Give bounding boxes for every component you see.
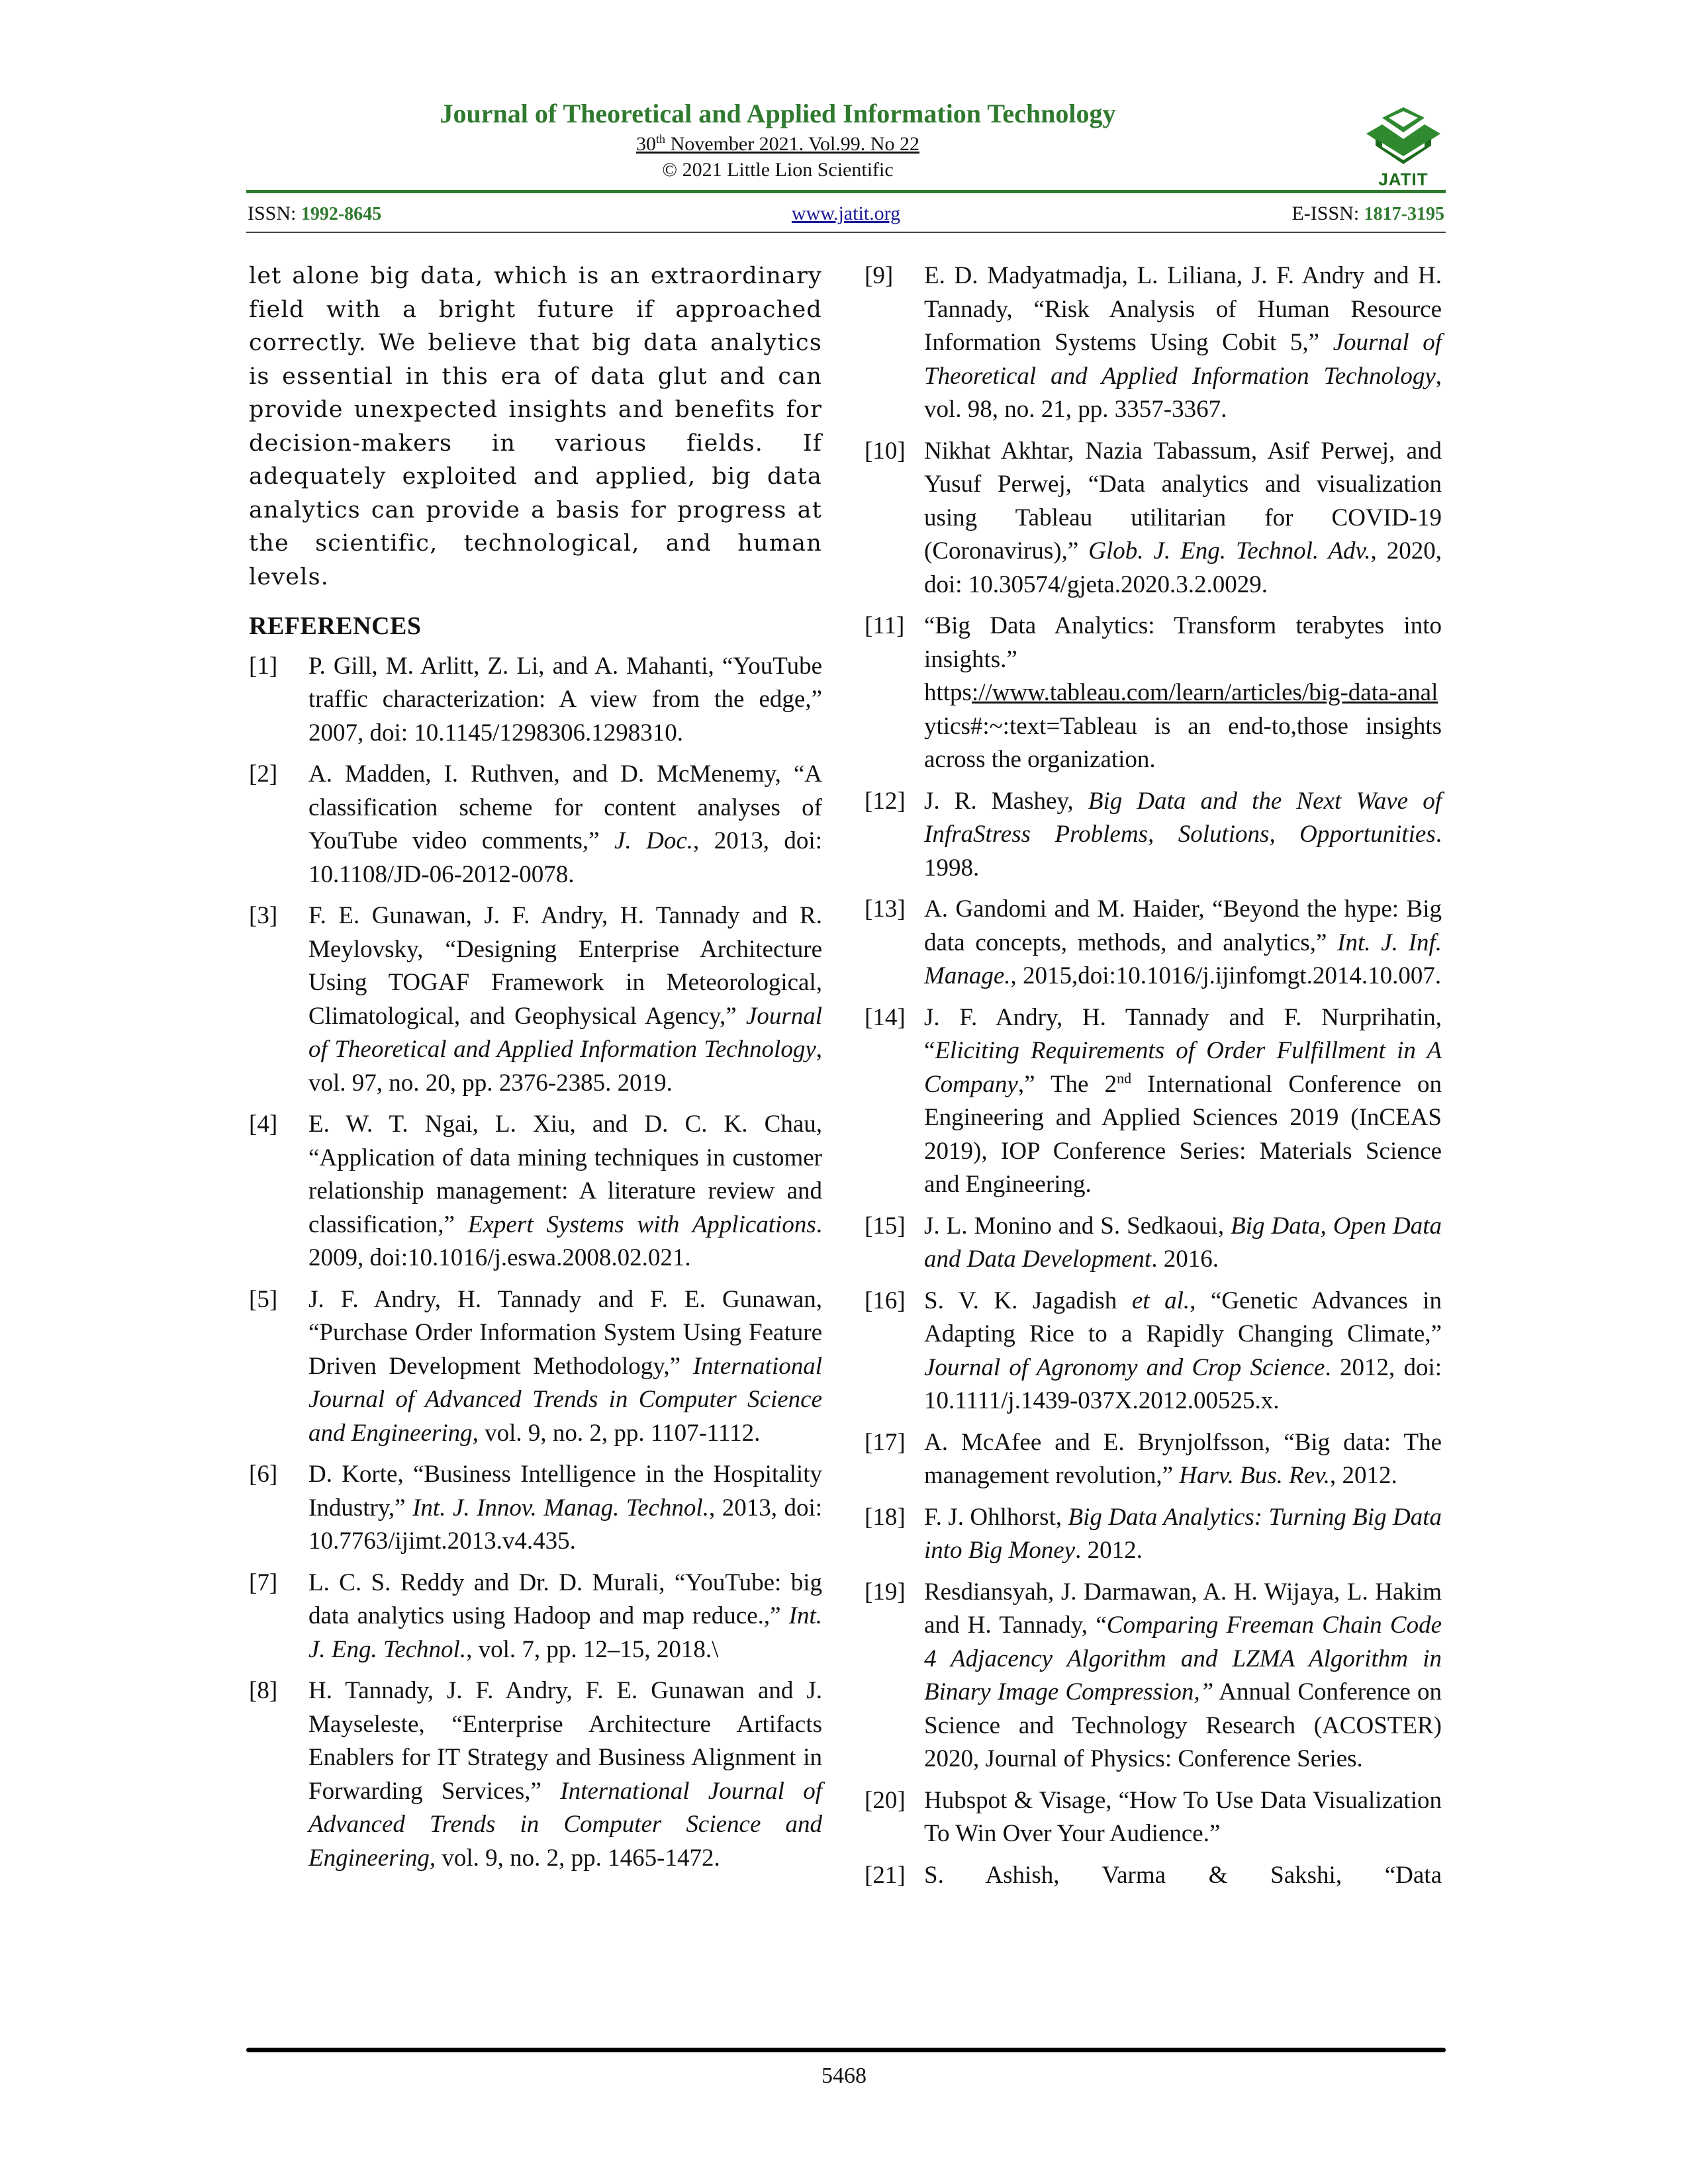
reference-item: [17] A. McAfee and E. Brynjolfsson, “Big data: The management revolution,” Harv. Bus. Rev., 2012. bbox=[865, 1428, 1442, 1489]
header-thin-rule bbox=[246, 232, 1446, 233]
reference-item: [8] H. Tannady, J. F. Andry, F. E. Gunawan and J. Mayseleste, “Enterprise Architecture Artifacts Enablers for IT Strategy and Business Alignment in Forwarding Services,” International Journal of Advanced Trends in Computer Science and Engineering, vol. 9, no. 2, pp. 1465-1472. bbox=[249, 1677, 822, 1872]
reference-item: [4] E. W. T. Ngai, L. Xiu, and D. C. K. Chau, “Application of data mining techniques in customer relationship management: A literature review and classification,” Expert Systems with Applications. 2009, doi:10.1016/j.eswa.2008.02.021. bbox=[249, 1111, 822, 1271]
issue-rest: November 2021. Vol.99. No 22 bbox=[665, 133, 919, 155]
tableau-link[interactable]: ://www.tableau.com/learn/articles/big-data-anal bbox=[971, 679, 1438, 706]
reference-item: [15] J. L. Monino and S. Sedkaoui, Big Data, Open Data and Data Development. 2016. bbox=[865, 1212, 1442, 1273]
intro-paragraph: let alone big data, which is an extraordinary field with a bright future if approached correctly. We believe that big data analytics is essential in this era of data glut and can provide unexpected insights and benefits for decision-makers in various fields. If adequately exploited and applied, big data analytics can provide a basis for progress at the scientific, technological, and human levels. bbox=[249, 263, 822, 590]
reference-item: [12] J. R. Mashey, Big Data and the Next Wave of InfraStress Problems, Solutions, Opportunities. 1998. bbox=[865, 787, 1442, 882]
copyright-line: © 2021 Little Lion Scientific bbox=[662, 159, 894, 181]
reference-item: [14] J. F. Andry, H. Tannady and F. Nurprihatin, “Eliciting Requirements of Order Fulfillment in A Company,” The 2nd International Conference on Engineering and Applied Sciences 2019 (InCEAS 2019), IOP Conference Series: Materials Science and Engineering. bbox=[865, 1003, 1442, 1198]
reference-item: [2] A. Madden, I. Ruthven, and D. McMenemy, “A classification scheme for content analyses of YouTube video comments,” J. Doc., 2013, doi: 10.1108/JD-06-2012-0078. bbox=[249, 760, 822, 888]
right-column bbox=[865, 259, 1442, 1900]
issue-day: 30 bbox=[636, 133, 657, 155]
left-column bbox=[249, 259, 822, 1883]
references-heading: REFERENCES bbox=[249, 612, 422, 640]
reference-item: [19] Resdiansyah, J. Darmawan, A. H. Wijaya, L. Hakim and H. Tannady, “Comparing Freeman Chain Code 4 Adjacency Algorithm and LZMA Algorithm in Binary Image Compression,” Annual Conference on Science and Technology Research (ACOSTER) 2020, Journal of Physics: Conference Series. bbox=[865, 1578, 1442, 1772]
website-link[interactable]: www.jatit.org bbox=[791, 203, 901, 224]
header-rule bbox=[246, 190, 1446, 193]
reference-item: [3] F. E. Gunawan, J. F. Andry, H. Tannady and R. Meylovsky, “Designing Enterprise Architecture Using TOGAF Framework in Meteorological, Climatological, and Geophysical Agency,” Journal of Theoretical and Applied Information Technology, vol. 97, no. 20, pp. 2376-2385. 2019. bbox=[249, 902, 822, 1097]
issn: ISSN: 1992-8645 bbox=[248, 203, 382, 224]
logo-text: JATIT bbox=[1378, 169, 1429, 189]
issue-day-suffix: th bbox=[656, 132, 666, 146]
reference-item: [7] L. C. S. Reddy and Dr. D. Murali, “YouTube: big data analytics using Hadoop and map reduce.,” Int. J. Eng. Technol., vol. 7, pp. 12–15, 2018.\ bbox=[249, 1569, 822, 1663]
journal-title: Journal of Theoretical and Applied Information Technology bbox=[440, 99, 1116, 128]
reference-item: [5] J. F. Andry, H. Tannady and F. E. Gunawan, “Purchase Order Information System Using Feature Driven Development Methodology,” International Journal of Advanced Trends in Computer Science and Engineering, vol. 9, no. 2, pp. 1107-1112. bbox=[249, 1285, 822, 1447]
reference-item: [9] E. D. Madyatmadja, L. Liliana, J. F. Andry and H. Tannady, “Risk Analysis of Human Resource Information Systems Using Cobit 5,” Journal of Theoretical and Applied Information Technology, vol. 98, no. 21, pp. 3357-3367. bbox=[865, 262, 1442, 423]
reference-item: [6] D. Korte, “Business Intelligence in the Hospitality Industry,” Int. J. Innov. Manag. Technol., 2013, doi: 10.7763/ijimt.2013.v4.435. bbox=[249, 1461, 823, 1555]
reference-item: [11] “Big Data Analytics: Transform terabytes into insights.” https://www.tableau.com/learn/articles/big-data-anal ytics#:~:text=Tableau is an end-to,those insights across the organization. bbox=[865, 612, 1442, 773]
reference-item: [1] P. Gill, M. Arlitt, Z. Li, and A. Mahanti, “YouTube traffic characterization: A view from the edge,” 2007, doi: 10.1145/1298306.1298310. bbox=[249, 652, 822, 747]
eissn: E-ISSN: 1817-3195 bbox=[1291, 203, 1444, 224]
issue-line bbox=[0, 132, 1556, 156]
reference-item: [16] S. V. K. Jagadish et al., “Genetic Advances in Adapting Rice to a Rapidly Changing Climate,” Journal of Agronomy and Crop Science. 2012, doi: 10.1111/j.1439-037X.2012.00525.x. bbox=[865, 1287, 1442, 1414]
reference-item: [21] S. Ashish, Varma & Sakshi, “Data bbox=[865, 1861, 1442, 1889]
reference-item: [18] F. J. Ohlhorst, Big Data Analytics: Turning Big Data into Big Money. 2012. bbox=[865, 1503, 1442, 1564]
reference-item: [10] Nikhat Akhtar, Nazia Tabassum, Asif Perwej, and Yusuf Perwej, “Data analytics and visualization using Tableau utilitarian for COVID-19 (Coronavirus),” Glob. J. Eng. Technol. Adv., 2020, doi: 10.30574/gjeta.2020.3.2.0029. bbox=[865, 437, 1442, 598]
reference-item: [20] Hubspot & Visage, “How To Use Data Visualization To Win Over Your Audience.” bbox=[865, 1786, 1442, 1847]
issn-row bbox=[248, 203, 1444, 229]
reference-item: [13] A. Gandomi and M. Haider, “Beyond the hype: Big data concepts, methods, and analytics,” Int. J. Inf. Manage., 2015,doi:10.1016/j.ijinfomgt.2014.10.007. bbox=[865, 895, 1442, 989]
page-number: 5468 bbox=[821, 2064, 867, 2088]
footer-rule bbox=[246, 2048, 1446, 2052]
